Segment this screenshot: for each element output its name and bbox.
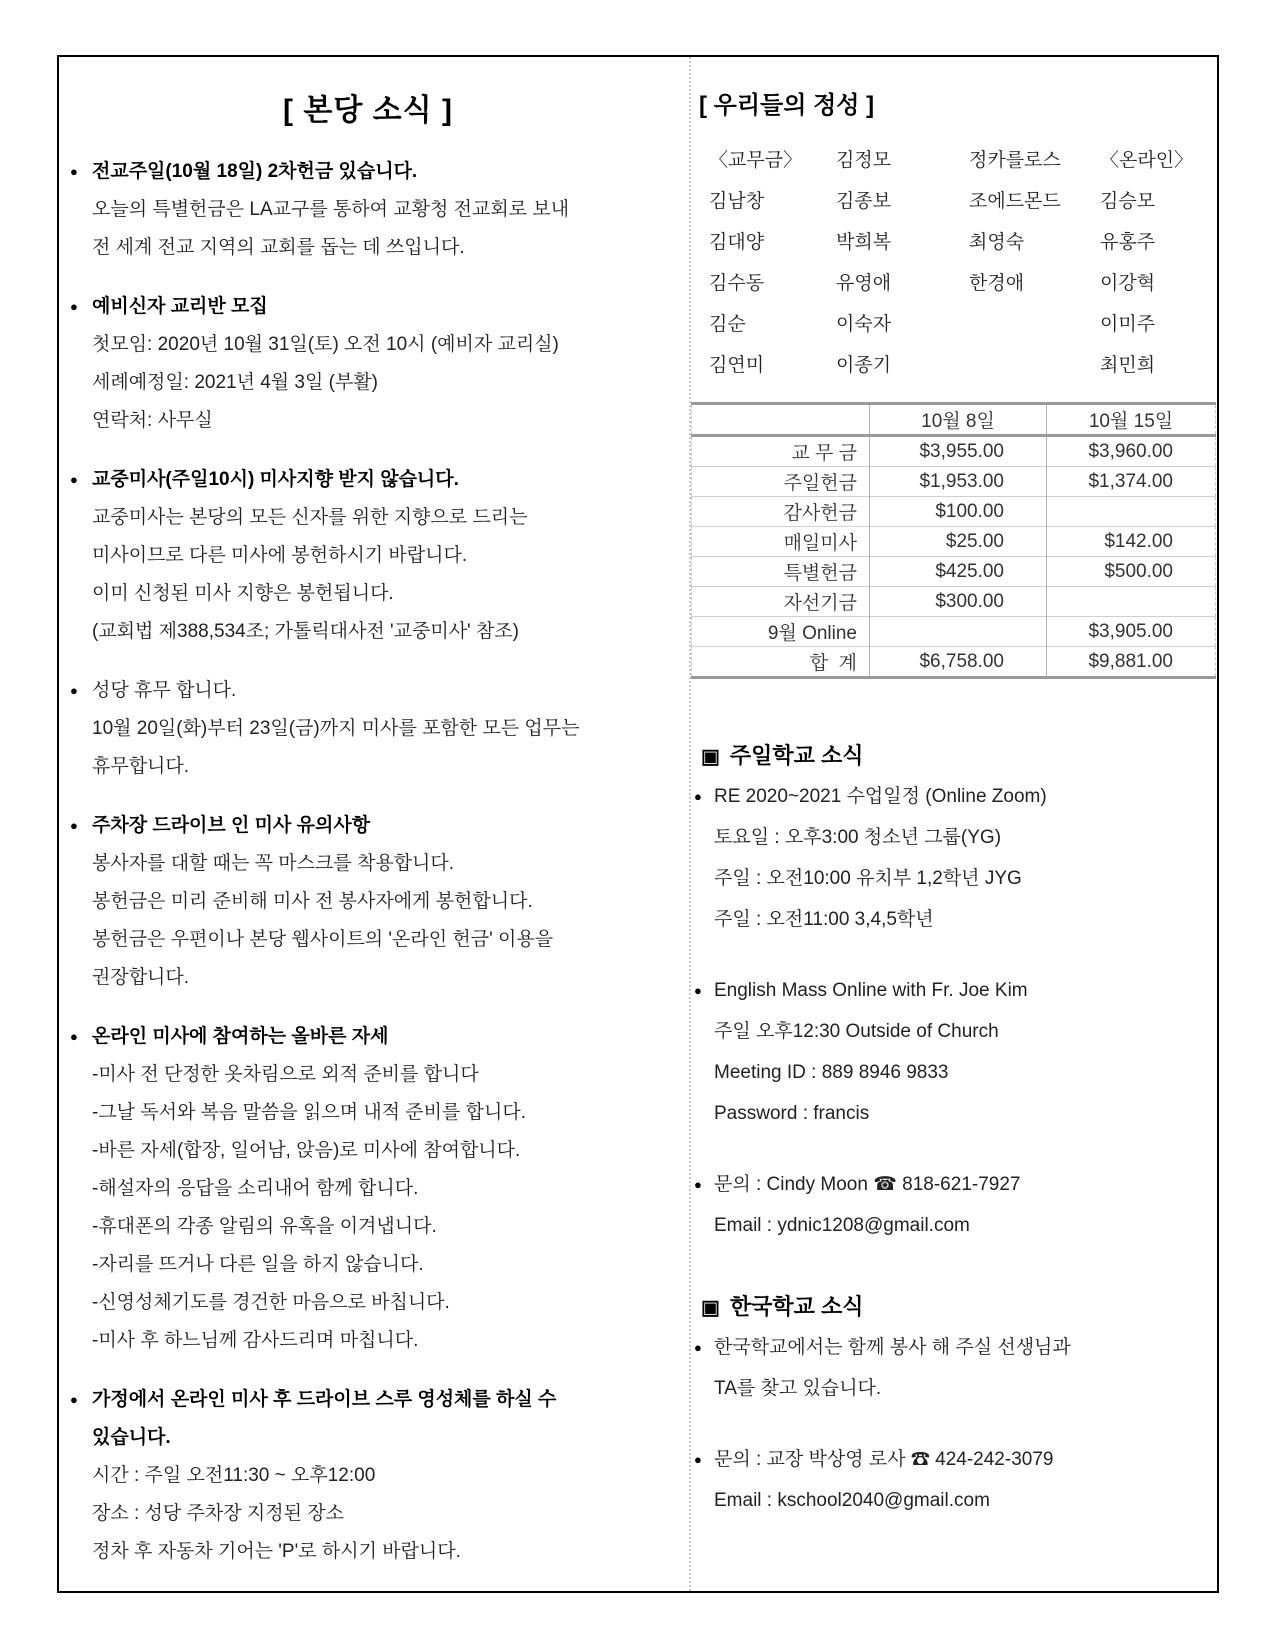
bullet-icon: ● <box>694 983 702 998</box>
bullet-line: 주일 오후12:30 Outside of Church <box>714 1021 999 1042</box>
sunday-school-schedule <box>691 776 1217 940</box>
bullet-icon: ● <box>70 164 78 179</box>
section-square-icon: ▣ <box>701 1297 720 1319</box>
section-line: 봉사자를 대할 때는 꼭 마스크를 착용합니다. <box>92 853 455 874</box>
section-line: -미사 전 단정한 옷차림으로 외적 준비를 합니다 <box>92 1064 479 1085</box>
offerings-column <box>689 57 1217 1591</box>
section-line: 교중미사는 본당의 모든 신자를 위한 지향으로 드리는 <box>92 507 528 528</box>
donor-cell: 최영숙 <box>969 232 1025 253</box>
section-online-mass-etiquette <box>69 1018 667 1360</box>
offering-amount: $425.00 <box>870 557 1047 587</box>
offering-amount: $300.00 <box>870 587 1047 617</box>
offering-label: 교 무 금 <box>692 436 870 467</box>
donor-cell: 유홍주 <box>1100 232 1156 253</box>
donor-cell: 김정모 <box>836 150 892 171</box>
offering-amount: $500.00 <box>1047 557 1216 587</box>
bullet-icon: ● <box>694 1340 702 1355</box>
table-row <box>692 436 1216 467</box>
bullet-line: 토요일 : 오후3:00 청소년 그룹(YG) <box>714 827 1002 848</box>
section-drive-thru-communion <box>69 1381 667 1571</box>
bullet-line: 주일 : 오전10:00 유치부 1,2학년 JYG <box>714 868 1022 889</box>
donor-cell: 이강혁 <box>1100 273 1156 294</box>
donor-cell: 박희복 <box>836 232 892 253</box>
section-heading-continued: 있습니다. <box>92 1427 171 1448</box>
bullet-icon: ● <box>70 472 78 487</box>
donor-cell <box>969 304 1100 345</box>
section-line: 권장합니다. <box>92 967 190 988</box>
offering-amount <box>1047 497 1216 527</box>
donor-cell: 정카를로스 <box>969 150 1061 171</box>
section-heading: 성당 휴무 합니다. <box>92 680 237 701</box>
offering-header-date2: 10월 15일 <box>1047 404 1216 436</box>
offering-label: 9월 Online <box>692 617 870 647</box>
section-line: 미사이므로 다른 미사에 봉헌하시기 바랍니다. <box>92 545 468 566</box>
section-line: 첫모임: 2020년 10월 31일(토) 오전 10시 (예비자 교리실) <box>92 334 559 355</box>
offering-table-header-row <box>692 404 1216 436</box>
section-line: -신영성체기도를 경건한 마음으로 바칩니다. <box>92 1292 450 1313</box>
bullet-line: 문의 : Cindy Moon ☎ 818-621-7927 <box>714 1174 1021 1195</box>
offering-header-date1: 10월 8일 <box>870 404 1047 436</box>
donor-cell: 이숙자 <box>836 314 892 335</box>
offering-amount: $9,881.00 <box>1047 647 1216 678</box>
bullet-line: 문의 : 교장 박상영 로사 ☎ 424-242-3079 <box>714 1449 1054 1470</box>
table-row <box>692 497 1216 527</box>
section-line: 세례예정일: 2021년 4월 3일 (부활) <box>92 372 378 393</box>
section-line: -바른 자세(합장, 일어남, 앉음)로 미사에 참여합니다. <box>92 1140 521 1161</box>
section-line: (교회법 제388,534조; 가톨릭대사전 '교중미사' 참조) <box>92 621 520 642</box>
donor-cell: 최민희 <box>1100 355 1156 376</box>
section-line: 전 세계 전교 지역의 교회를 돕는 데 쓰입니다. <box>92 237 465 258</box>
bullet-icon: ● <box>70 1392 78 1407</box>
parish-news-column <box>59 57 689 1591</box>
offering-table <box>691 402 1216 679</box>
donor-cell: 김대양 <box>709 232 765 253</box>
table-row <box>692 617 1216 647</box>
offering-label: 합 계 <box>692 647 870 678</box>
offering-amount: $142.00 <box>1047 527 1216 557</box>
offering-amount: $6,758.00 <box>870 647 1047 678</box>
bullet-line: English Mass Online with Fr. Joe Kim <box>714 980 1028 1001</box>
section-line: 연락처: 사무실 <box>92 410 213 431</box>
section-heading: 주차장 드라이브 인 미사 유의사항 <box>92 815 371 836</box>
donor-cell: 김연미 <box>709 355 765 376</box>
donor-cell: 조에드몬드 <box>969 191 1061 212</box>
table-row-total <box>692 647 1216 678</box>
donor-cell: 이종기 <box>836 355 892 376</box>
donor-cell: 김순 <box>709 314 746 335</box>
korean-school-recruiting <box>691 1327 1217 1409</box>
section-heading: 전교주일(10월 18일) 2차헌금 있습니다. <box>92 161 418 182</box>
offering-amount: $3,960.00 <box>1047 436 1216 467</box>
section-line: 휴무합니다. <box>92 756 190 777</box>
section-line: -그날 독서와 복음 말씀을 읽으며 내적 준비를 합니다. <box>92 1102 526 1123</box>
offering-label: 감사헌금 <box>692 497 870 527</box>
section-line: 봉헌금은 우편이나 본당 웹사이트의 '온라인 헌금' 이용을 <box>92 929 554 950</box>
section-line: -자리를 뜨거나 다른 일을 하지 않습니다. <box>92 1254 424 1275</box>
bullet-line: 한국학교에서는 함께 봉사 해 주실 선생님과 <box>714 1337 1071 1358</box>
bullet-line: TA를 찾고 있습니다. <box>714 1378 882 1399</box>
offering-amount: $3,955.00 <box>870 436 1047 467</box>
section-church-closed <box>69 672 667 786</box>
section-line: 정차 후 자동차 기어는 'P'로 하시기 바랍니다. <box>92 1541 461 1562</box>
table-row <box>692 527 1216 557</box>
english-mass-info <box>691 970 1217 1134</box>
bullet-icon: ● <box>694 1177 702 1192</box>
donor-cell: 김남창 <box>709 191 765 212</box>
bullet-line: 주일 : 오전11:00 3,4,5학년 <box>714 909 934 930</box>
section-communal-mass <box>69 461 667 651</box>
bullet-icon: ● <box>70 299 78 314</box>
bullet-line: Email : ydnic1208@gmail.com <box>714 1215 970 1236</box>
donor-cell: 김수동 <box>709 273 765 294</box>
sunday-school-contact <box>691 1164 1217 1246</box>
donor-cell: 〈교무금〉 <box>709 150 803 171</box>
bullet-line: Password : francis <box>714 1103 870 1124</box>
offering-label: 특별헌금 <box>692 557 870 587</box>
donor-name-grid <box>709 140 1217 386</box>
bullet-line: Meeting ID : 889 8946 9833 <box>714 1062 949 1083</box>
bullet-line: Email : kschool2040@gmail.com <box>714 1490 990 1511</box>
section-catechism-class <box>69 288 667 440</box>
offering-amount: $1,374.00 <box>1047 467 1216 497</box>
section-line: 봉헌금은 미리 준비해 미사 전 봉사자에게 봉헌합니다. <box>92 891 533 912</box>
offering-amount: $100.00 <box>870 497 1047 527</box>
offering-amount: $1,953.00 <box>870 467 1047 497</box>
section-line: 장소 : 성당 주차장 지정된 장소 <box>92 1503 344 1524</box>
parish-news-title: [ 본당 소식 ] <box>283 94 453 127</box>
section-heading: 가정에서 온라인 미사 후 드라이브 스루 영성체를 하실 수 <box>92 1389 557 1410</box>
bulletin-page <box>57 55 1219 1593</box>
section-line: -해설자의 응답을 소리내어 함께 합니다. <box>92 1178 419 1199</box>
bullet-icon: ● <box>70 683 78 698</box>
section-drive-in-mass <box>69 807 667 997</box>
donor-cell: 〈온라인〉 <box>1100 150 1194 171</box>
section-heading: 교중미사(주일10시) 미사지향 받지 않습니다. <box>92 469 459 490</box>
offering-header-blank <box>692 404 870 436</box>
donor-cell: 이미주 <box>1100 314 1156 335</box>
section-line: 시간 : 주일 오전11:30 ~ 오후12:00 <box>92 1465 376 1486</box>
section-heading: 온라인 미사에 참여하는 올바른 자세 <box>92 1026 389 1047</box>
section-square-icon: ▣ <box>701 746 720 768</box>
korean-school-heading <box>701 1290 1217 1321</box>
section-line: 10월 20일(화)부터 23일(금)까지 미사를 포함한 모든 업무는 <box>92 718 580 739</box>
korean-school-contact <box>691 1439 1217 1521</box>
donor-cell: 유영애 <box>836 273 892 294</box>
donor-cell: 김승모 <box>1100 191 1156 212</box>
offering-amount: $25.00 <box>870 527 1047 557</box>
bullet-icon: ● <box>70 818 78 833</box>
bullet-icon: ● <box>70 1029 78 1044</box>
offering-label: 주일헌금 <box>692 467 870 497</box>
donor-cell: 김종보 <box>836 191 892 212</box>
section-line: 오늘의 특별헌금은 LA교구를 통하여 교황청 전교회로 보내 <box>92 199 570 220</box>
section-line: -미사 후 하느님께 감사드리며 마칩니다. <box>92 1330 419 1351</box>
offering-amount <box>1047 587 1216 617</box>
bullet-icon: ● <box>694 789 702 804</box>
sunday-school-title: 주일학교 소식 <box>729 743 864 768</box>
offerings-title: [ 우리들의 정성 ] <box>699 92 875 119</box>
table-row <box>692 557 1216 587</box>
offering-label: 자선기금 <box>692 587 870 617</box>
sunday-school-heading <box>701 739 1217 770</box>
section-mission-sunday <box>69 153 667 267</box>
section-heading: 예비신자 교리반 모집 <box>92 296 268 317</box>
section-line: 이미 신청된 미사 지향은 봉헌됩니다. <box>92 583 394 604</box>
section-line: -휴대폰의 각종 알림의 유혹을 이겨냅니다. <box>92 1216 437 1237</box>
bullet-line: RE 2020~2021 수업일정 (Online Zoom) <box>714 786 1047 807</box>
korean-school-title: 한국학교 소식 <box>729 1294 864 1319</box>
bullet-icon: ● <box>694 1452 702 1467</box>
donor-cell <box>969 345 1100 386</box>
table-row <box>692 587 1216 617</box>
offering-amount: $3,905.00 <box>1047 617 1216 647</box>
offering-label: 매일미사 <box>692 527 870 557</box>
table-row <box>692 467 1216 497</box>
donor-cell: 한경애 <box>969 273 1025 294</box>
offering-amount <box>870 617 1047 647</box>
